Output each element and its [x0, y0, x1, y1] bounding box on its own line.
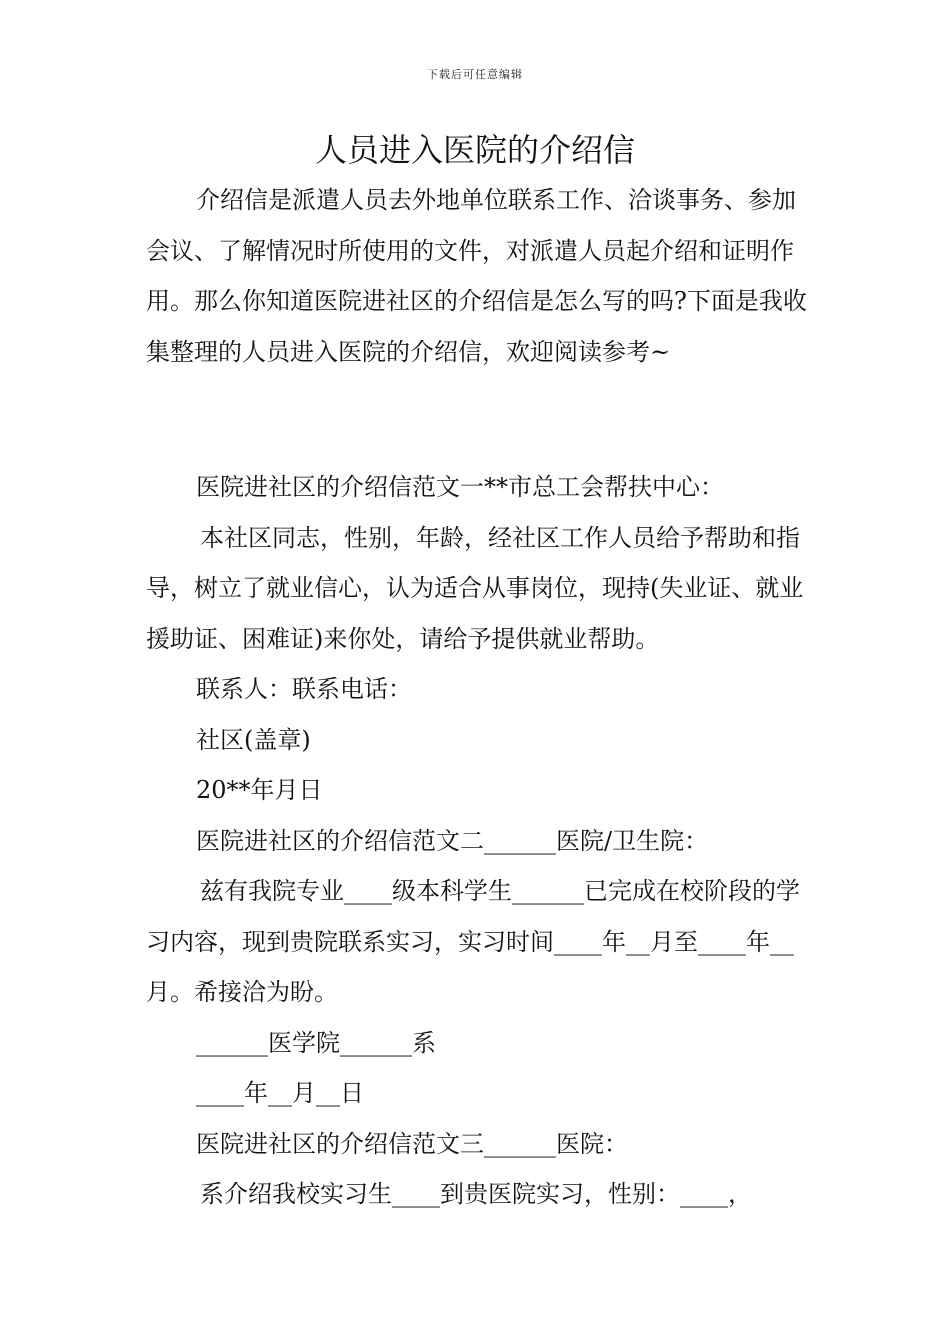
- document-title: 人员进入医院的介绍信: [314, 131, 635, 169]
- document-body: [146, 175, 810, 1220]
- sample2-body: 兹有我院专业____级本科学生______已完成在校阶段的学习内容，现到贵院联系实习，实习时间____年__月至____年__月。希接洽为盼。: [146, 877, 800, 1006]
- sample3-body: 系介绍我校实习生____到贵医院实习，性别：____，: [200, 1180, 752, 1208]
- sample1-heading: 医院进社区的介绍信范文一**市总工会帮扶中心：: [196, 473, 724, 501]
- sample1-body: 本社区同志，性别，年龄，经社区工作人员给予帮助和指导，树立了就业信心，认为适合从事岗位，现持(失业证、就业援助证、困难证)来你处，请给予提供就业帮助。: [146, 523, 804, 653]
- sample1-seal: 社区(盖章): [196, 725, 311, 754]
- sample2-date: ____年__月__日: [196, 1079, 364, 1107]
- sample2-heading: 医院进社区的介绍信范文二______医院/卫生院：: [196, 826, 709, 855]
- sample1-contact: 联系人：联系电话：: [196, 675, 412, 703]
- paragraph-gap: [146, 377, 810, 462]
- header-note: 下载后可任意编辑: [427, 68, 523, 81]
- intro-paragraph: 介绍信是派遣人员去外地单位联系工作、洽谈事务、参加会议、了解情况时所使用的文件，对派遣人员起介绍和证明作用。那么你知道医院进社区的介绍信是怎么写的吗?下面是我收集整理的人员进入医院的介绍信，欢迎阅读参考~: [146, 186, 807, 366]
- sample1-date: 20**年月日: [196, 776, 323, 804]
- sample2-dept: ______医学院______系: [196, 1028, 436, 1057]
- sample3-heading: 医院进社区的介绍信范文三______医院：: [196, 1129, 628, 1158]
